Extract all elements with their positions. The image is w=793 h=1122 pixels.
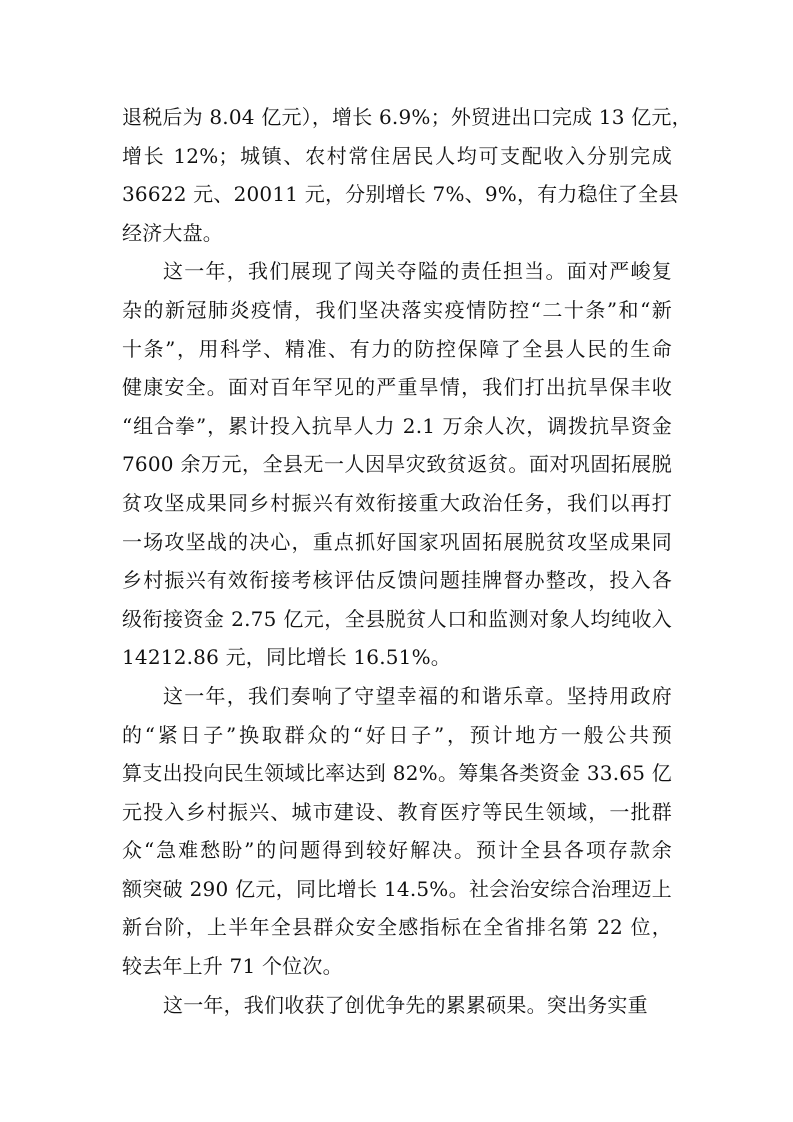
paragraph [122, 986, 672, 1025]
text-line: 退税后为 8.04 亿元），增长 6.9%；外贸进出口完成 13 亿元， [122, 105, 692, 129]
document-body [122, 98, 692, 1024]
text-line: 7600 余万元，全县无一人因旱灾致贫返贫。面对巩固拓展脱 [122, 452, 672, 477]
text-line: 杂的新冠肺炎疫情，我们坚决落实疫情防控“二十条”和“新 [122, 297, 672, 322]
text-line: 14212.86 元，同比增长 16.51%。 [122, 645, 452, 670]
paragraph [122, 252, 672, 677]
text-line: 的“紧日子”换取群众的“好日子”，预计地方一般公共预 [122, 722, 672, 747]
text-line: 经济大盘。 [122, 220, 223, 245]
text-line: 这一年，我们奏响了守望幸福的和谐乐章。坚持用政府 [163, 683, 672, 708]
text-line: 增长 12%；城镇、农村常住居民人均可支配收入分别完成 [122, 143, 672, 168]
text-line: 健康安全。面对百年罕见的严重旱情，我们打出抗旱保丰收 [122, 375, 672, 400]
text-line: 额突破 290 亿元，同比增长 14.5%。社会治安综合治理迈上 [122, 876, 672, 901]
paragraph [122, 98, 692, 252]
text-line: 新台阶，上半年全县群众安全感指标在全省排名第 22 位， [122, 915, 672, 940]
text-line: 这一年，我们收获了创优争先的累累硕果。突出务实重 [163, 992, 648, 1017]
text-line: 元投入乡村振兴、城市建设、教育医疗等民生领域，一批群 [122, 799, 672, 824]
text-line: 贫攻坚成果同乡村振兴有效衔接重大政治任务，我们以再打 [122, 490, 672, 515]
paragraph [122, 677, 672, 986]
text-line: 级衔接资金 2.75 亿元，全县脱贫人口和监测对象人均纯收入 [122, 606, 672, 631]
text-line: 乡村振兴有效衔接考核评估反馈问题挂牌督办整改，投入各 [122, 568, 672, 593]
text-line: 众“急难愁盼”的问题得到较好解决。预计全县各项存款余 [122, 838, 672, 863]
text-line: 一场攻坚战的决心，重点抓好国家巩固拓展脱贫攻坚成果同 [122, 529, 672, 554]
text-line: 十条”，用科学、精准、有力的防控保障了全县人民的生命 [122, 336, 672, 361]
text-line: 较去年上升 71 个位次。 [122, 954, 343, 979]
text-line: 这一年，我们展现了闯关夺隘的责任担当。面对严峻复 [163, 259, 672, 284]
text-line: “组合拳”，累计投入抗旱人力 2.1 万余人次，调拨抗旱资金 [122, 413, 672, 438]
text-line: 36622 元、20011 元，分别增长 7%、9%，有力稳住了全县 [122, 182, 679, 207]
text-line: 算支出投向民生领域比率达到 82%。筹集各类资金 33.65 亿 [122, 761, 672, 786]
